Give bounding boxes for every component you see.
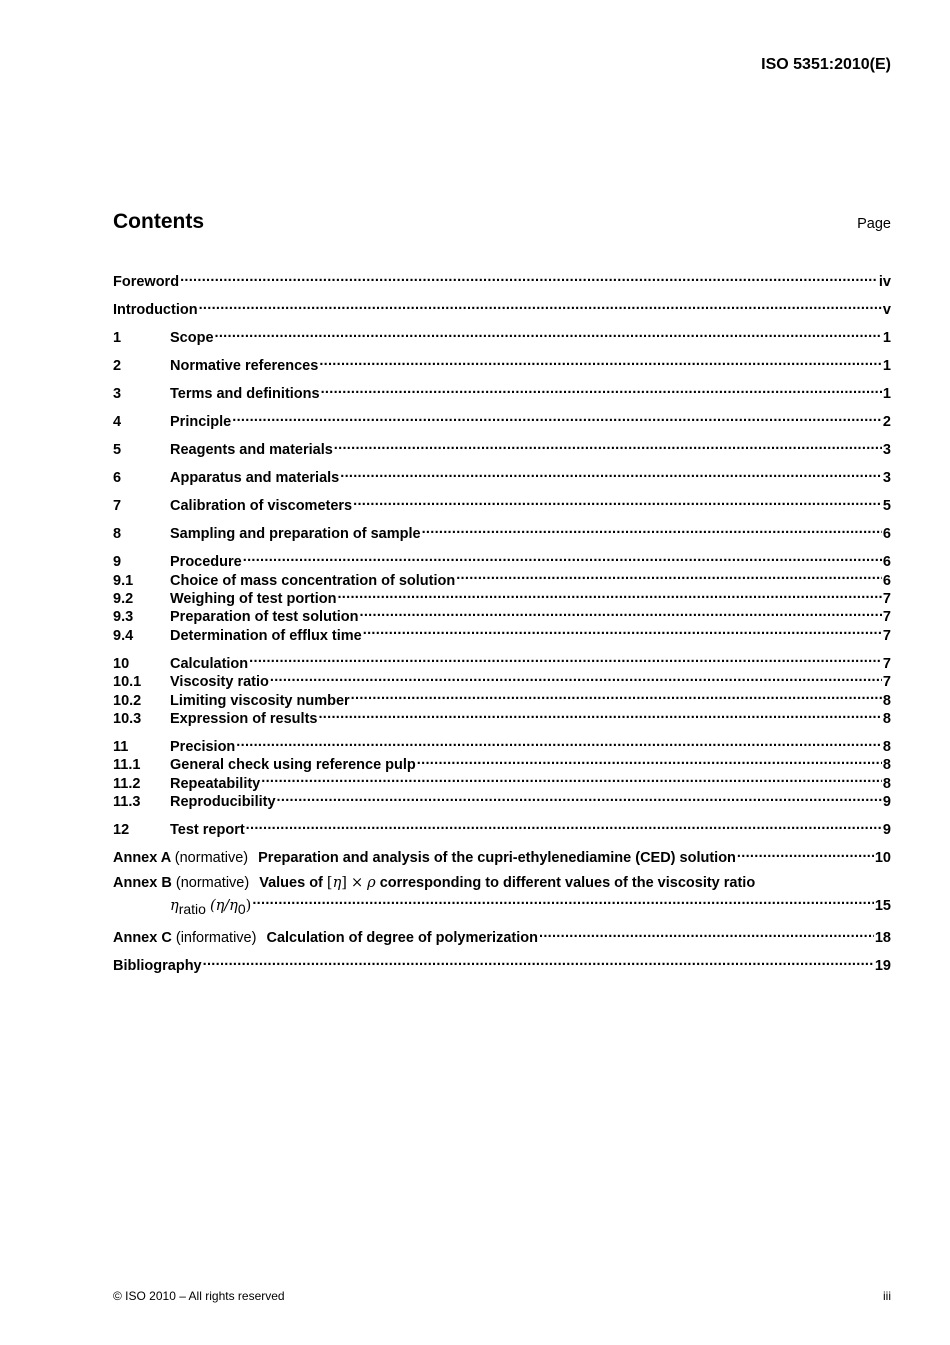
- dot-leader: [236, 733, 882, 751]
- toc-entry-number: 11.1: [113, 757, 141, 774]
- toc-entry-title: Calibration of viscometers: [170, 498, 353, 515]
- toc-entry-8[interactable]: [113, 520, 891, 543]
- toc-entry-page: 8: [882, 710, 891, 727]
- toc-entry-title: Introduction: [113, 302, 198, 319]
- toc-entry-annex-b[interactable]: [113, 874, 891, 892]
- toc-entry-page: 1: [882, 386, 891, 403]
- toc-entry-page: 6: [882, 526, 891, 543]
- annex-c-label: Annex C: [113, 930, 172, 947]
- toc-entry-page: 3: [882, 442, 891, 459]
- dot-leader: [319, 352, 882, 370]
- annex-a-label: Annex A: [113, 850, 171, 867]
- toc-entry-11[interactable]: [113, 733, 891, 755]
- toc-entry-annex-a[interactable]: [113, 844, 891, 867]
- dot-leader: [261, 769, 882, 787]
- annex-b-heading-pre: Values of: [259, 874, 323, 891]
- dot-leader: [353, 492, 882, 510]
- toc-entry-foreword[interactable]: [113, 268, 891, 291]
- toc-entry-page: 7: [882, 674, 891, 691]
- toc-entry-title: Apparatus and materials: [170, 470, 340, 487]
- annex-b-eta-ratio: [170, 895, 251, 916]
- toc-entry-5[interactable]: [113, 436, 891, 459]
- toc-entry-number: 9.2: [113, 591, 134, 608]
- toc-entry-title: Foreword: [113, 274, 180, 291]
- toc-entry-title: Choice of mass concentration of solution: [170, 572, 456, 589]
- document-id: ISO 5351:2010(E): [761, 56, 891, 73]
- toc-entry-title: Limiting viscosity number: [170, 692, 350, 709]
- toc-entry-number: 1: [113, 330, 122, 347]
- toc-entry-title: Test report: [170, 822, 245, 839]
- annex-b-type: (normative): [175, 874, 250, 891]
- toc-entry-page: 8: [882, 757, 891, 774]
- dot-leader: [351, 686, 882, 704]
- contents-title: Contents: [113, 210, 204, 233]
- eq-times: ×: [350, 874, 364, 891]
- dot-leader: [203, 952, 874, 970]
- dot-leader: [243, 548, 882, 566]
- eq-eta-ratio-symbol: η: [170, 898, 179, 915]
- toc-entry-title: Sampling and preparation of sample: [170, 526, 421, 543]
- toc-entry-title: Scope: [170, 330, 214, 347]
- toc-entry-number: 7: [113, 498, 122, 515]
- dot-leader: [363, 621, 882, 639]
- toc-entry-page: 2: [882, 414, 891, 431]
- annex-c-title: [113, 929, 538, 947]
- toc-entry-number: 9.3: [113, 609, 134, 626]
- eq-eta: η: [332, 874, 342, 891]
- toc-entry-page: 7: [882, 591, 891, 608]
- toc-entry-page: 8: [882, 738, 891, 755]
- dot-leader: [199, 296, 882, 314]
- eq-ratio-subscript: ratio: [178, 901, 206, 918]
- toc-entry-title: Calculation: [170, 655, 249, 672]
- toc-entry-title: Repeatability: [170, 775, 261, 792]
- eq-rho: ρ: [367, 874, 376, 891]
- dot-leader: [334, 436, 882, 454]
- toc-entry-introduction[interactable]: [113, 296, 891, 319]
- dot-leader: [337, 585, 881, 603]
- toc-entry-page: 9: [882, 822, 891, 839]
- annex-b-label: Annex B: [113, 874, 172, 891]
- toc-entry-4[interactable]: [113, 408, 891, 431]
- toc-entry-title: Weighing of test portion: [170, 591, 337, 608]
- toc-entry-title: Expression of results: [170, 710, 318, 727]
- dot-leader: [539, 924, 874, 942]
- toc-entry-number: 11.2: [113, 775, 141, 792]
- toc-entry-page: 19: [874, 958, 891, 975]
- toc-entry-page: 5: [882, 498, 891, 515]
- annex-a-type: (normative): [174, 850, 249, 867]
- toc-entry-number: 10.3: [113, 710, 142, 727]
- dot-leader: [180, 268, 878, 286]
- toc-entry-number: 9.1: [113, 572, 134, 589]
- page-column-label: Page: [857, 216, 891, 232]
- toc-entry-title: Procedure: [170, 554, 242, 571]
- dot-leader: [232, 408, 882, 426]
- toc-entry-number: 10: [113, 655, 130, 672]
- annex-b-title: [113, 874, 755, 892]
- dot-leader: [277, 788, 882, 806]
- toc-entry-number: 10.2: [113, 692, 142, 709]
- toc-entry-title: Preparation of test solution: [170, 609, 359, 626]
- toc-entry-title: Precision: [170, 738, 236, 755]
- toc-entry-title: Terms and definitions: [170, 386, 320, 403]
- dot-leader: [246, 816, 882, 834]
- toc-entry-page: iv: [878, 274, 891, 291]
- eq-eta-over-eta0: (η/η: [209, 898, 238, 915]
- dot-leader: [215, 324, 882, 342]
- toc-entry-page: 7: [882, 627, 891, 644]
- annex-b-heading-post: corresponding to different values of the viscosity ratio: [379, 874, 756, 891]
- annex-a-title: [113, 849, 736, 867]
- dot-leader: [422, 520, 882, 538]
- toc-entry-12[interactable]: [113, 816, 891, 839]
- toc-entry-number: 5: [113, 442, 122, 459]
- toc-entry-title: General check using reference pulp: [170, 757, 416, 774]
- toc-entry-title: Reagents and materials: [170, 442, 333, 459]
- toc-entry-number: 2: [113, 358, 122, 375]
- toc-entry-bibliography[interactable]: [113, 952, 891, 975]
- toc-entry-number: 9.4: [113, 627, 134, 644]
- toc-entry-page: v: [882, 302, 891, 319]
- toc-entry-title: Determination of efflux time: [170, 627, 362, 644]
- toc-entry-title: Reproducibility: [170, 794, 276, 811]
- dot-leader: [340, 464, 882, 482]
- eq-bracket-right: ]: [341, 874, 347, 891]
- toc-entry-title: Normative references: [170, 358, 319, 375]
- toc-entry-number: 4: [113, 414, 122, 431]
- eq-zero-subscript: 0: [237, 901, 246, 918]
- toc-entry-number: 8: [113, 526, 122, 543]
- toc-entry-page: 3: [882, 470, 891, 487]
- toc-entry-page: 1: [882, 330, 891, 347]
- toc-entry-number: 9: [113, 554, 122, 571]
- toc-entry-page: 8: [882, 692, 891, 709]
- toc-entry-page: 15: [874, 898, 891, 915]
- toc-entry-title: Bibliography: [113, 958, 202, 975]
- toc-entry-page: 10: [874, 850, 891, 867]
- toc-entry-title: Principle: [170, 414, 232, 431]
- toc-entry-annex-b-line2[interactable]: [113, 892, 891, 918]
- toc-entry-page: 6: [882, 554, 891, 571]
- toc-entry-page: 9: [882, 794, 891, 811]
- toc-entry-title: Viscosity ratio: [170, 674, 269, 691]
- toc-entry-1[interactable]: [113, 324, 891, 347]
- table-of-contents: [113, 268, 891, 975]
- toc-entry-page: 7: [882, 655, 891, 672]
- dot-leader: [321, 380, 882, 398]
- dot-leader: [456, 566, 882, 584]
- toc-entry-page: 1: [882, 358, 891, 375]
- toc-entry-number: 6: [113, 470, 122, 487]
- dot-leader: [318, 705, 881, 723]
- toc-entry-7[interactable]: [113, 492, 891, 515]
- eq-close-paren: ): [245, 898, 252, 915]
- toc-entry-3[interactable]: [113, 380, 891, 403]
- footer-copyright: © ISO 2010 – All rights reserved: [113, 1289, 285, 1303]
- toc-entry-number: 11.3: [113, 794, 141, 811]
- annex-c-heading: Calculation of degree of polymerization: [266, 930, 538, 947]
- toc-entry-number: 11: [113, 738, 129, 755]
- footer-page-number: iii: [883, 1289, 891, 1303]
- toc-entry-2[interactable]: [113, 352, 891, 375]
- dot-leader: [270, 668, 882, 686]
- toc-entry-6[interactable]: [113, 464, 891, 487]
- dot-leader: [249, 649, 882, 667]
- dot-leader: [252, 892, 874, 910]
- toc-entry-annex-c[interactable]: [113, 924, 891, 947]
- eq-bracket-left: [: [326, 874, 333, 891]
- toc-entry-number: 10.1: [113, 674, 142, 691]
- annex-c-type: (informative): [175, 930, 257, 947]
- toc-entry-number: 12: [113, 822, 130, 839]
- toc-entry-10[interactable]: [113, 649, 891, 672]
- dot-leader: [417, 751, 882, 769]
- toc-entry-page: 18: [874, 930, 891, 947]
- toc-entry-page: 7: [882, 609, 891, 626]
- toc-entry-9[interactable]: [113, 548, 891, 571]
- toc-entry-number: 3: [113, 386, 122, 403]
- dot-leader: [360, 603, 882, 621]
- toc-entry-page: 6: [882, 572, 891, 589]
- toc-entry-page: 8: [882, 775, 891, 792]
- annex-a-heading: Preparation and analysis of the cupri-ethylenediamine (CED) solution: [258, 850, 736, 867]
- dot-leader: [737, 844, 874, 862]
